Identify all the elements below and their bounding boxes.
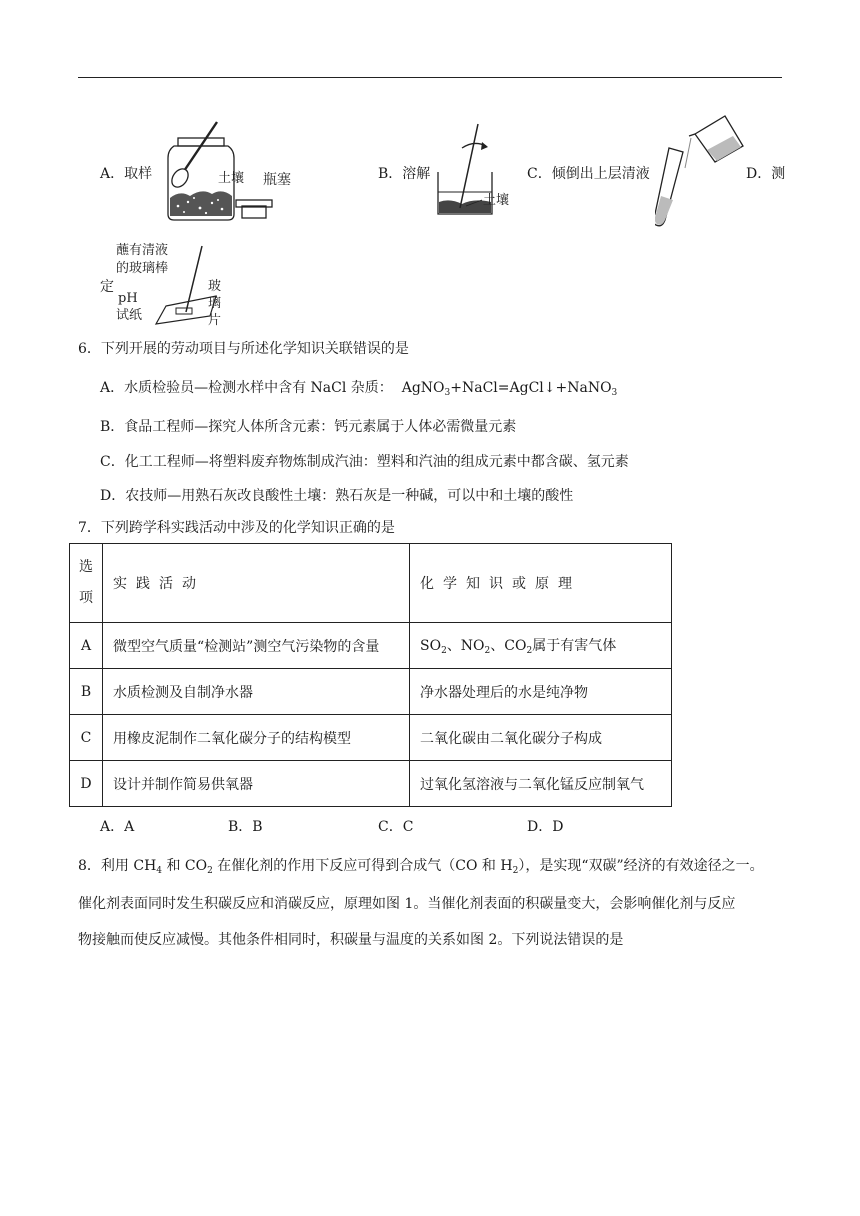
- glass-tag-3: 片: [208, 313, 222, 328]
- header-knowledge: 化学知识或原理: [410, 544, 672, 623]
- table-row: B 水质检测及自制净水器 净水器处理后的水是纯净物: [70, 669, 672, 715]
- glass-tag-2: 璃: [208, 296, 222, 311]
- soil-tag: 土壤: [218, 171, 245, 186]
- option-d-label-cont: 定: [100, 279, 114, 295]
- table-row: D 设计并制作简易供氧器 过氧化氢溶液与二氧化锰反应制氧气: [70, 761, 672, 807]
- q7-option-b: B．B: [228, 819, 263, 835]
- q7-stem: 7．下列跨学科实践活动中涉及的化学知识正确的是: [78, 520, 395, 536]
- table-header-row: [70, 544, 672, 623]
- ph-tag-1: pH: [118, 291, 138, 306]
- test-tube-icon: [655, 148, 683, 226]
- decanting-figure: [655, 112, 745, 232]
- option-c-label: C．倾倒出上层清液: [527, 166, 650, 182]
- table-row: C 用橡皮泥制作二氧化碳分子的结构模型 二氧化碳由二氧化碳分子构成: [70, 715, 672, 761]
- equation: AgNO$_3$+NaCl=AgCl↓+NaNO$_3$: [401, 380, 618, 398]
- q7-table: [69, 543, 672, 807]
- q6-option-d: D．农技师—用熟石灰改良酸性土壤：熟石灰是一种碱，可以中和土壤的酸性: [100, 488, 574, 504]
- q7-option-c: C．C: [378, 819, 414, 835]
- header-sel: 选 项: [70, 544, 103, 623]
- option-d-label: D．测: [746, 166, 786, 182]
- q7-option-a: A．A: [100, 819, 135, 835]
- stopper-icon: [236, 200, 272, 218]
- rod-tag-2: 的玻璃棒: [116, 261, 169, 276]
- q8-line-3: 物接触而使反应减慢。其他条件相同时，积碳量与温度的关系如图 2。下列说法错误的是: [78, 932, 624, 948]
- glass-tag-1: 玻: [208, 279, 222, 294]
- header-rule: [78, 77, 782, 78]
- q6-option-b: B．食品工程师—探究人体所含元素：钙元素属于人体必需微量元素: [100, 419, 517, 435]
- option-b-label: B．溶解: [378, 166, 431, 182]
- soil-tag: 土壤: [483, 193, 510, 208]
- q8-line-1: 8．利用 $CH_4$ 和 $CO_2$ 在催化剂的作用下反应可得到合成气（CO 和 $H_2$），是实现“双碳”经济的有效途径之一。: [78, 858, 764, 876]
- q6-stem: 6．下列开展的劳动项目与所述化学知识关联错误的是: [78, 341, 409, 357]
- dissolving-figure: [430, 122, 530, 222]
- table-row: A 微型空气质量“检测站”测空气污染物的含量 $SO_2$、$NO_2$、$CO_2$属于有害气体: [70, 623, 672, 669]
- sampling-jar-figure: [160, 116, 300, 228]
- tilted-beaker-icon: [689, 116, 743, 162]
- ph-test-figure: [112, 240, 232, 330]
- option-a-label: A．取样: [100, 166, 153, 182]
- header-activity: 实践活动: [103, 544, 410, 623]
- q7-option-d: D．D: [527, 819, 564, 835]
- knowledge-cell: $SO_2$、$NO_2$、$CO_2$属于有害气体: [410, 623, 672, 669]
- ph-tag-2: 试纸: [116, 308, 143, 323]
- q6-option-c: C．化工工程师—将塑料废弃物炼制成汽油：塑料和汽油的组成元素中都含碳、氢元素: [100, 454, 629, 470]
- q6-option-a: A．水质检验员—检测水样中含有 NaCl 杂质： AgNO$_3$+NaCl=AgCl↓+NaNO$_3$: [100, 380, 618, 398]
- stopper-tag: 瓶塞: [263, 172, 291, 188]
- rod-tag-1: 蘸有清液: [116, 243, 169, 258]
- q8-line-2: 催化剂表面同时发生积碳反应和消碳反应，原理如图 1。当催化剂表面的积碳量变大，会影响催化剂与反应: [78, 896, 736, 912]
